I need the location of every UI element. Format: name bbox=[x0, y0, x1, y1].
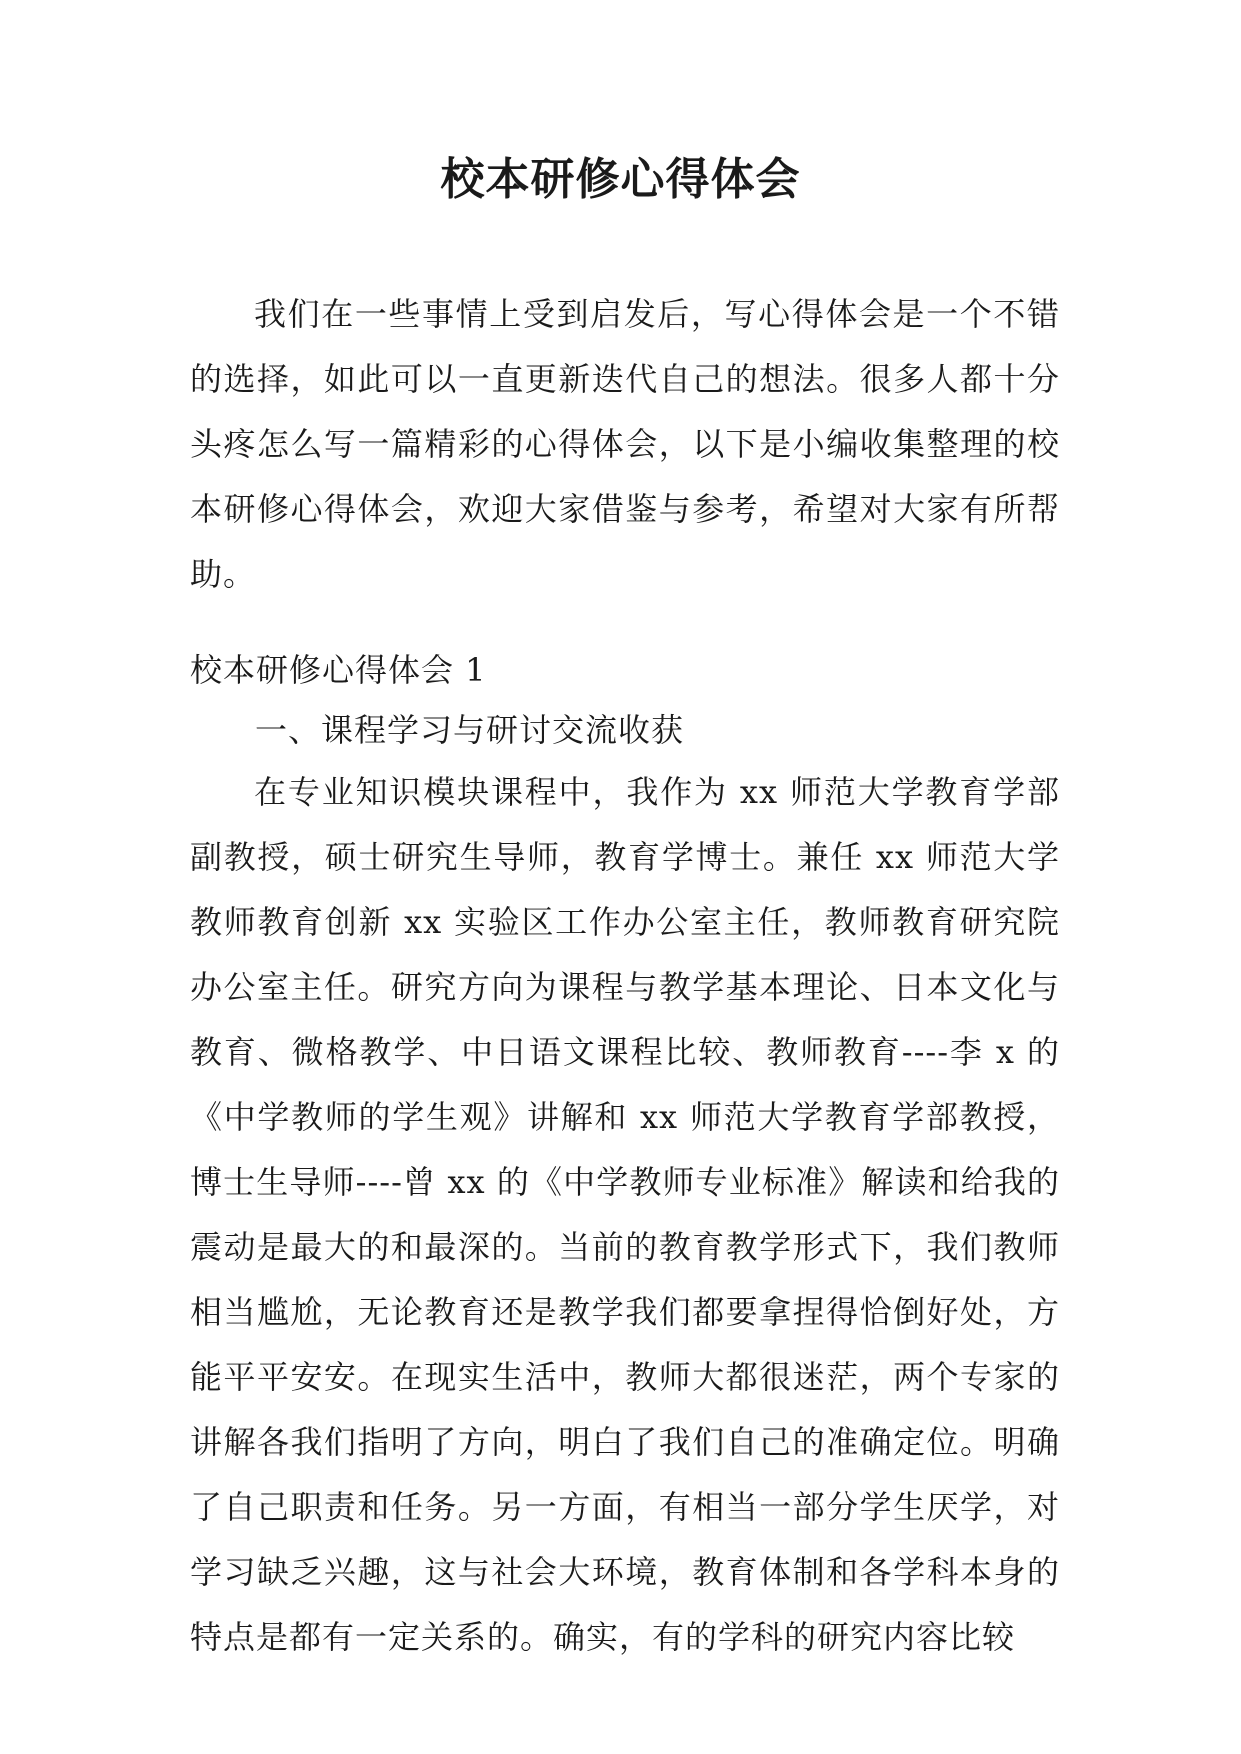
main-paragraph bbox=[190, 760, 1060, 1656]
section-heading: 校本研修心得体会 1 bbox=[190, 651, 487, 689]
intro-text: 我们在一些事情上受到启发后，写心得体会是一个不错的选择，如此可以一直更新迭代自己的想法。很多人都十分头疼怎么写一篇精彩的心得体会，以下是小编收集整理的校本研修心得体会，欢迎大家借鉴与参考，希望对大家有所帮助。 bbox=[190, 295, 1060, 593]
document-title: 校本研修心得体会 bbox=[440, 154, 801, 205]
subheading: 一、课程学习与研讨交流收获 bbox=[255, 711, 685, 749]
main-text: 在专业知识模块课程中，我作为 xx 师范大学教育学部副教授，硕士研究生导师，教育学博士。兼任 xx 师范大学教师教育创新 xx 实验区工作办公室主任，教师教育研究院办公室主任。研究方向为课程与教学基本理论、日本文化与教育、微格教学、中日语文课程比较、教师教育----李 x 的《中学教师的学生观》讲解和 xx 师范大学教育学部教授，博士生导师----曾 xx 的《中学教师专业标准》解读和给我的震动是最大的和最深的。当前的教育教学形式下，我们教师相当尴尬，无论教育还是教学我们都要拿捏得恰倒好处，方能平平安安。在现实生活中，教师大都很迷茫，两个专家的讲解各我们指明了方向，明白了我们自己的准确定位。明确了自己职责和任务。另一方面，有相当一部分学生厌学，对学习缺乏兴趣，这与社会大环境，教育体制和各学科本身的特点是都有一定关系的。确实，有的学科的研究内容比较 bbox=[190, 773, 1060, 1656]
intro-paragraph bbox=[190, 282, 1060, 607]
